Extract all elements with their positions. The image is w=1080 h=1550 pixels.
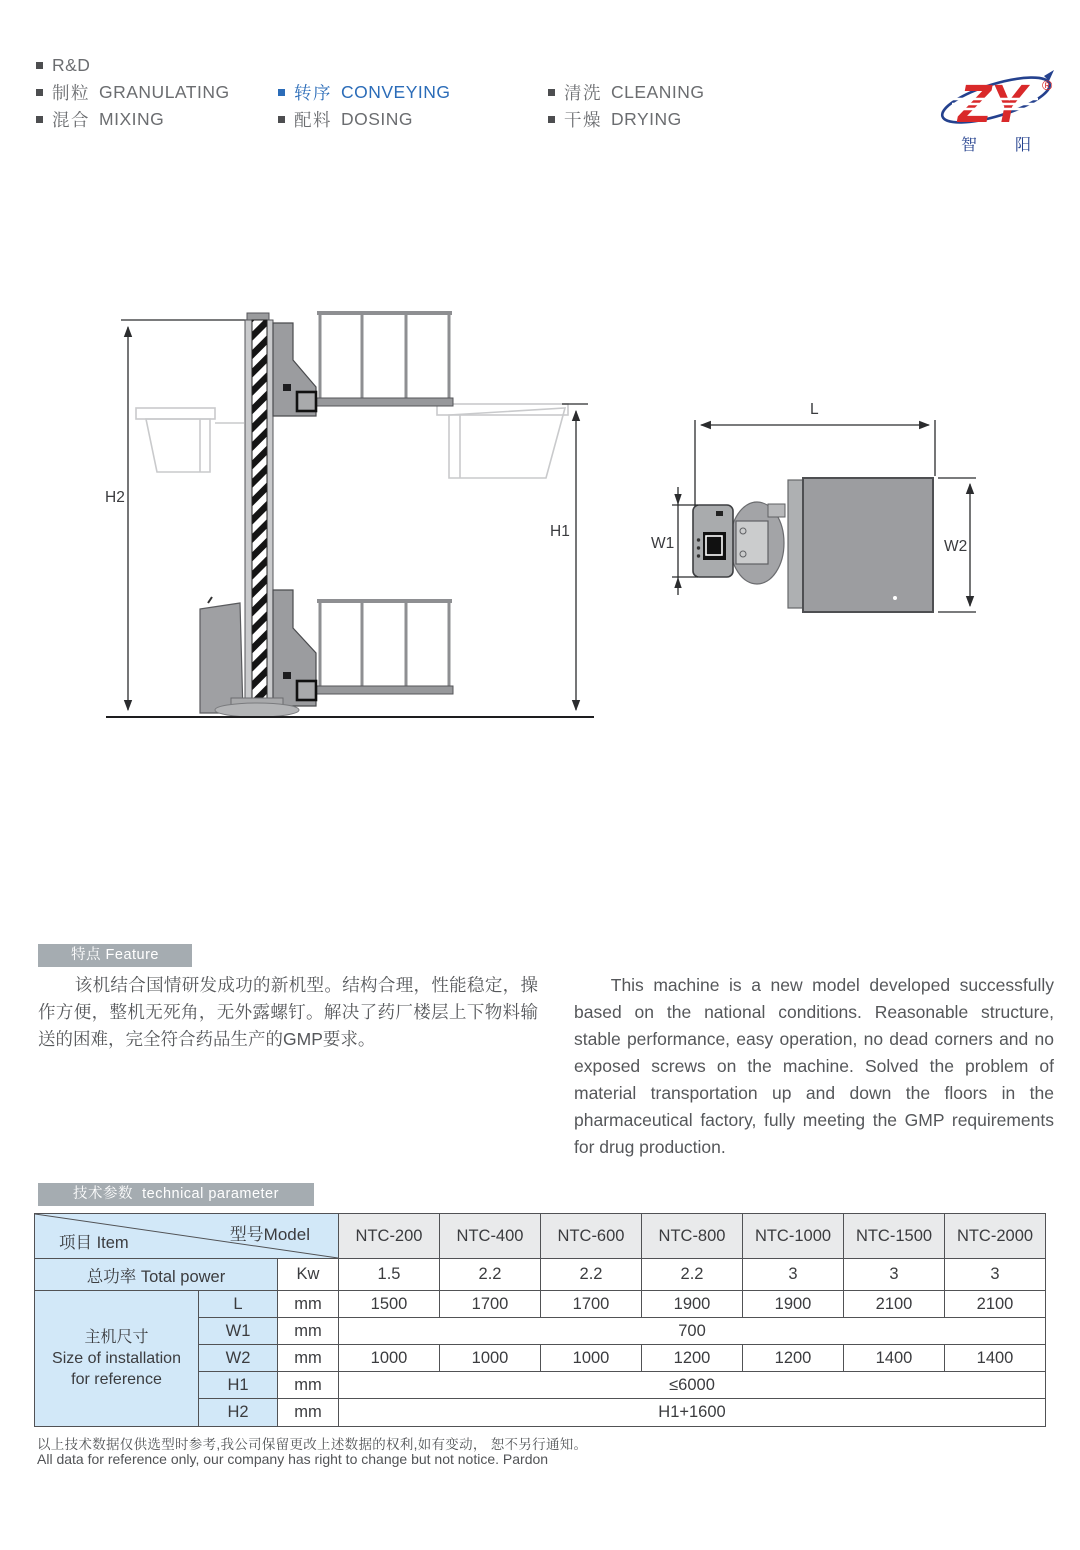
zy-logo-graphic — [936, 58, 1066, 158]
menu-label-zh: 清洗 — [564, 83, 602, 103]
value-cell: 2.2 — [541, 1259, 642, 1291]
menu-label-en: DOSING — [341, 109, 414, 129]
menu-item-rd[interactable] — [36, 52, 230, 79]
motor-cabinet — [200, 597, 243, 713]
menu-column-1 — [36, 52, 230, 133]
disclaimer-english: All data for reference only, our company has right to change but not notice. Pardon — [37, 1451, 549, 1467]
value-cell: 2100 — [945, 1291, 1046, 1318]
dimension-label-h1: H1 — [550, 523, 570, 540]
sub-item-cell: W2 — [199, 1345, 278, 1372]
column-strip-top-view — [788, 480, 803, 608]
model-header-cell: NTC-2000 — [945, 1214, 1046, 1259]
unit-cell: mm — [278, 1318, 339, 1345]
square-bullet-icon — [36, 62, 43, 69]
unit-cell: mm — [278, 1291, 339, 1318]
model-header-cell: NTC-1500 — [844, 1214, 945, 1259]
lift-column — [245, 313, 273, 716]
item-header-label: 项目 Item — [59, 1234, 129, 1252]
square-bullet-icon — [548, 89, 555, 96]
value-cell: 1500 — [339, 1291, 440, 1318]
sub-item-cell: H2 — [199, 1399, 278, 1427]
value-cell: 1000 — [440, 1345, 541, 1372]
control-box-top-view — [693, 505, 733, 577]
menu-label-zh: 转序 — [294, 83, 332, 103]
value-cell: 3 — [945, 1259, 1046, 1291]
menu-item-mixing[interactable] — [36, 106, 230, 133]
lower-railing — [315, 601, 453, 694]
table-corner-cell — [35, 1214, 339, 1259]
platform-detail-dot — [893, 596, 897, 600]
dimension-h1 — [562, 404, 588, 710]
value-cell: 1700 — [440, 1291, 541, 1318]
value-cell: 1700 — [541, 1291, 642, 1318]
rotary-unit-top-view — [730, 502, 785, 584]
size-group-label-en: for reference — [71, 1371, 162, 1388]
value-cell-span: ≤6000 — [339, 1372, 1046, 1399]
model-header-cell: NTC-800 — [642, 1214, 743, 1259]
model-header-cell: NTC-400 — [440, 1214, 541, 1259]
phantom-hopper-right — [437, 404, 568, 478]
feature-text-english: This machine is a new model developed successfully based on the national conditions. Reasonable structure, stable performance, easy operation, no dead corners and no exposed screws on the machine. Solved the problem of material transportation up and down the floors in the pharmaceutical factory, fully meeting the GMP requirements for drug production. — [574, 975, 1054, 1157]
menu-label-zh: 配料 — [294, 110, 332, 130]
unit-cell: mm — [278, 1372, 339, 1399]
menu-column-2 — [278, 79, 451, 133]
phantom-hopper-left — [136, 408, 244, 472]
square-bullet-icon — [36, 116, 43, 123]
square-bullet-icon — [278, 89, 285, 96]
value-cell: 2.2 — [642, 1259, 743, 1291]
value-cell: 1200 — [743, 1345, 844, 1372]
disclaimer-chinese: 以上技术数据仅供选型时参考,我公司保留更改上述数据的权利,如有变动， 恕不另行通知。 — [37, 1437, 588, 1452]
model-header-cell: NTC-1000 — [743, 1214, 844, 1259]
size-group-label-zh: 主机尺寸 — [84, 1329, 149, 1346]
menu-item-dosing[interactable] — [278, 106, 451, 133]
menu-item-granulating[interactable] — [36, 79, 230, 106]
row-label-total-power: 总功率 Total power — [35, 1259, 278, 1291]
dimension-label-w1: W1 — [651, 535, 675, 552]
value-cell: 1000 — [339, 1345, 440, 1372]
value-cell: 1000 — [541, 1345, 642, 1372]
machine-side-view-drawing — [100, 300, 600, 730]
value-cell: 1400 — [844, 1345, 945, 1372]
menu-label-zh: 混合 — [52, 110, 90, 130]
value-cell: 1200 — [642, 1345, 743, 1372]
value-cell: 2100 — [844, 1291, 945, 1318]
menu-column-3 — [548, 79, 704, 133]
company-logo — [936, 58, 1066, 158]
technical-parameter-badge: 技术参数 technical parameter — [38, 1183, 314, 1206]
dimension-label-w2: W2 — [944, 538, 968, 555]
feature-section-badge: 特点 Feature — [38, 944, 192, 967]
dimension-label-l: L — [810, 401, 819, 418]
unit-cell: mm — [278, 1399, 339, 1427]
sub-item-cell: L — [199, 1291, 278, 1318]
upper-carriage-bracket — [273, 323, 316, 416]
menu-label-zh: 干燥 — [564, 110, 602, 130]
row-group-size — [35, 1291, 199, 1427]
technical-parameter-table — [34, 1213, 1046, 1427]
sub-item-cell: H1 — [199, 1372, 278, 1399]
sub-item-cell: W1 — [199, 1318, 278, 1345]
menu-label-en: GRANULATING — [99, 82, 230, 102]
square-bullet-icon — [36, 89, 43, 96]
menu-label-en: CONVEYING — [341, 82, 451, 102]
value-cell: 1400 — [945, 1345, 1046, 1372]
dimension-label-h2: H2 — [105, 489, 125, 506]
menu-label-zh: 制粒 — [52, 83, 90, 103]
menu-label-en: MIXING — [99, 109, 165, 129]
menu-item-drying[interactable] — [548, 106, 704, 133]
value-cell: 3 — [844, 1259, 945, 1291]
lower-carriage-bracket — [273, 590, 316, 706]
menu-item-conveying-active[interactable] — [278, 79, 451, 106]
model-header-cell: NTC-200 — [339, 1214, 440, 1259]
upper-railing — [315, 313, 453, 406]
value-cell: 1900 — [743, 1291, 844, 1318]
model-header-cell: NTC-600 — [541, 1214, 642, 1259]
value-cell-span: 700 — [339, 1318, 1046, 1345]
model-header-label: 型号Model — [229, 1225, 310, 1244]
value-cell: 1.5 — [339, 1259, 440, 1291]
value-cell: 3 — [743, 1259, 844, 1291]
menu-label-en: CLEANING — [611, 82, 705, 102]
platform-top-view — [803, 478, 933, 612]
menu-item-cleaning[interactable] — [548, 79, 704, 106]
square-bullet-icon — [278, 116, 285, 123]
machine-top-view-drawing — [650, 390, 1010, 630]
value-cell: 1900 — [642, 1291, 743, 1318]
logo-text: ZY — [958, 74, 1026, 134]
value-cell: 2.2 — [440, 1259, 541, 1291]
size-group-label-en: Size of installation — [52, 1350, 181, 1367]
value-cell-span: H1+1600 — [339, 1399, 1046, 1427]
logo-registered-mark: ® — [1042, 77, 1053, 93]
feature-text-chinese: 该机结合国情研发成功的新机型。结构合理，性能稳定，操作方便，整机无死角，无外露螺钉。解决了药厂楼层上下物料输送的困难，完全符合药品生产的GMP要求。 — [38, 975, 538, 1049]
square-bullet-icon — [548, 116, 555, 123]
menu-label: R&D — [52, 55, 91, 75]
logo-chinese-text: 智阳 — [961, 137, 1066, 154]
unit-cell: mm — [278, 1345, 339, 1372]
unit-cell: Kw — [278, 1259, 339, 1291]
menu-label-en: DRYING — [611, 109, 682, 129]
